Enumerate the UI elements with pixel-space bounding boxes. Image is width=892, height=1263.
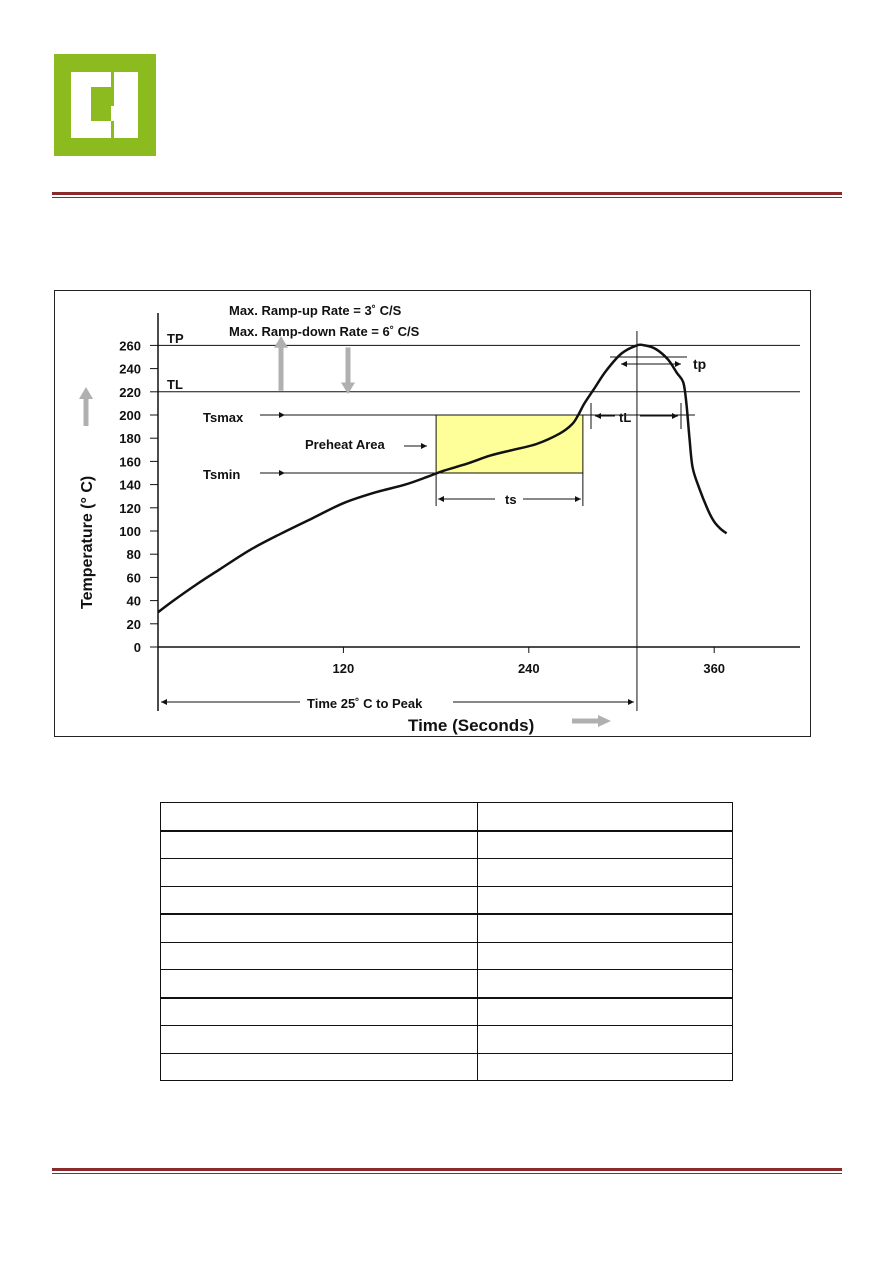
header-rule [52,192,842,198]
table-cell-value [478,942,733,970]
tsmin-label: Tsmin [203,467,241,482]
x-tick-label: 120 [332,661,355,676]
y-tick-label: 220 [119,384,141,400]
table-row [161,942,733,970]
y-tick-label: 60 [126,570,141,586]
y-tick-label: 260 [119,338,141,354]
table-cell-value [478,1026,733,1054]
y-tick-label: 40 [126,593,141,609]
y-tick-label: 140 [119,477,141,493]
footer-rule [52,1168,842,1174]
table-row [161,1026,733,1054]
company-logo-icon [54,54,156,156]
y-axis-arrow-icon [79,387,93,399]
table-cell-label [161,803,478,831]
tL-label: tL [619,410,632,425]
ts-label: ts [505,492,517,507]
x-axis-arrow-icon [598,715,611,727]
table-cell-value [478,1053,733,1081]
y-tick-label: 20 [126,616,141,632]
table-cell-value [478,914,733,942]
y-tick-label: 0 [133,640,141,655]
y-tick-label: 100 [119,524,141,539]
reflow-chart [54,290,811,737]
table-row [161,970,733,998]
tp-label: TP [167,331,184,346]
spec-table [160,802,733,1081]
table-cell-label [161,1026,478,1054]
table-cell-value [478,831,733,859]
ramp-up-annotation: Max. Ramp-up Rate = 3˚ C/S [229,303,402,318]
table-cell-label [161,914,478,942]
reflow-profile-line [158,345,727,613]
table-cell-label [161,942,478,970]
table-cell-label [161,1053,478,1081]
table-row [161,859,733,887]
y-tick-label: 180 [119,431,141,447]
table-cell-label [161,886,478,914]
table-cell-value [478,998,733,1026]
table-row [161,914,733,942]
table-row [161,998,733,1026]
table-cell-value [478,859,733,887]
time-to-peak-label: Time 25˚ C to Peak [307,696,423,711]
table-cell-value [478,970,733,998]
y-tick-label: 120 [119,500,141,516]
tsmax-label: Tsmax [203,410,244,425]
table-cell-value [478,803,733,831]
preheat-area [436,415,583,473]
table-row [161,831,733,859]
y-tick-label: 160 [119,454,141,470]
table-cell-label [161,970,478,998]
table-cell-value [478,886,733,914]
ramp-down-annotation: Max. Ramp-down Rate = 6˚ C/S [229,324,420,339]
x-axis-title: Time (Seconds) [408,716,535,735]
x-tick-label: 360 [703,661,726,676]
y-tick-label: 240 [119,361,141,377]
table-row [161,1053,733,1081]
table-cell-label [161,998,478,1026]
y-axis-title: Temperature (° C) [79,475,96,609]
y-tick-label: 80 [126,547,141,563]
tl-label: TL [167,377,183,392]
y-tick-label: 200 [119,408,141,423]
ramp-down-arrow-icon [341,383,355,395]
table-cell-label [161,859,478,887]
table-cell-label [161,831,478,859]
table-row [161,886,733,914]
tp-small-label: tp [693,356,707,372]
preheat-label: Preheat Area [305,437,385,452]
x-tick-label: 240 [517,661,540,676]
chart-svg [55,291,812,738]
table-row [161,803,733,831]
